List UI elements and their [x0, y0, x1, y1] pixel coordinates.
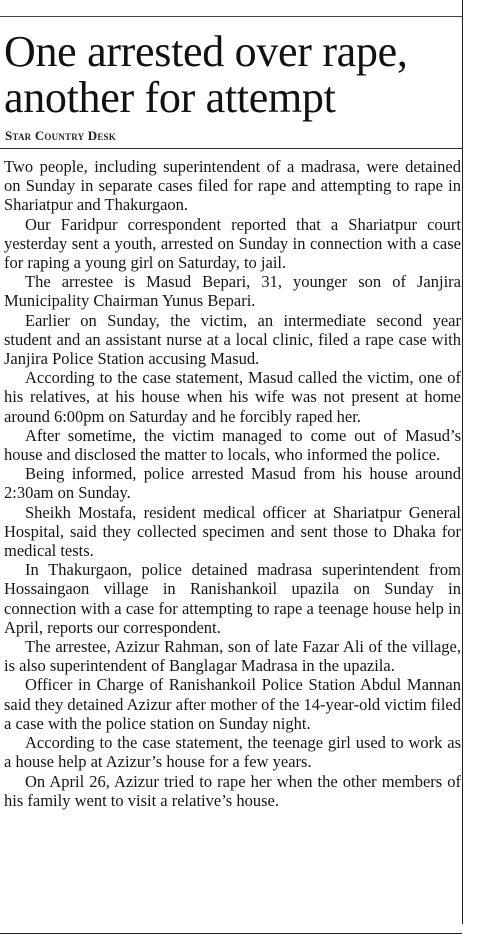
paragraph: Two people, including superintendent of a madrasa, were detained on Sunday in separate cases filed for rape and attempting to rape in Shariatpur and Thakurgaon. — [4, 157, 461, 215]
byline: Star Country Desk — [5, 128, 116, 143]
paragraph: According to the case statement, Masud called the victim, one of his relatives, at his house when his wife was not present at home around 6:00pm on Saturday and he forcibly raped her. — [4, 368, 461, 426]
paragraph: Earlier on Sunday, the victim, an intermediate second year student and an assistant nurse at a local clinic, filed a rape case with Janjira Police Station accusing Masud. — [4, 310, 461, 369]
top-rule — [0, 16, 462, 17]
bottom-rule — [0, 933, 462, 934]
paragraph: Sheikh Mostafa, resident medical officer at Shariatpur General Hospital, said they collected specimen and sent those to Dhaka for medical tests. — [4, 502, 461, 561]
paragraph: The arrestee is Masud Bepari, 31, younger son of Janjira Municipality Chairman Yunus Bepari. — [4, 272, 461, 311]
column-rule — [462, 0, 463, 924]
paragraph: On April 26, Azizur tried to rape her when the other members of his family went to visit a relative’s house. — [4, 771, 461, 810]
paragraph: Being informed, police arrested Masud from his house around 2:30am on Sunday. — [4, 464, 461, 503]
paragraph: Officer in Charge of Ranishankoil Police Station Abdul Mannan said they detained Azizur after mother of the 14-year-old victim filed a case with the police station on Sunday night. — [4, 675, 461, 733]
paragraph: Our Faridpur correspondent reported that a Shariatpur court yesterday sent a youth, arrested on Sunday in connection with a case for raping a young girl on Saturday, to jail. — [4, 214, 461, 273]
article-body — [4, 157, 461, 810]
byline-rule — [0, 148, 462, 149]
paragraph: The arrestee, Azizur Rahman, son of late Fazar Ali of the village, is also superintendent of Banglagar Madrasa in the upazila. — [4, 637, 461, 676]
paragraph: In Thakurgaon, police detained madrasa superintendent from Hossaingaon village in Ranishankoil upazila on Sunday in connection with a case for attempting to rape a teenage house help in April, reports our correspondent. — [4, 560, 461, 637]
paragraph: After sometime, the victim managed to come out of Masud’s house and disclosed the matter to locals, who informed the police. — [4, 425, 461, 465]
paragraph: According to the case statement, the teenage girl used to work as a house help at Azizur’s house for a few years. — [4, 733, 461, 772]
headline: One arrested over rape, another for attempt — [4, 27, 408, 122]
